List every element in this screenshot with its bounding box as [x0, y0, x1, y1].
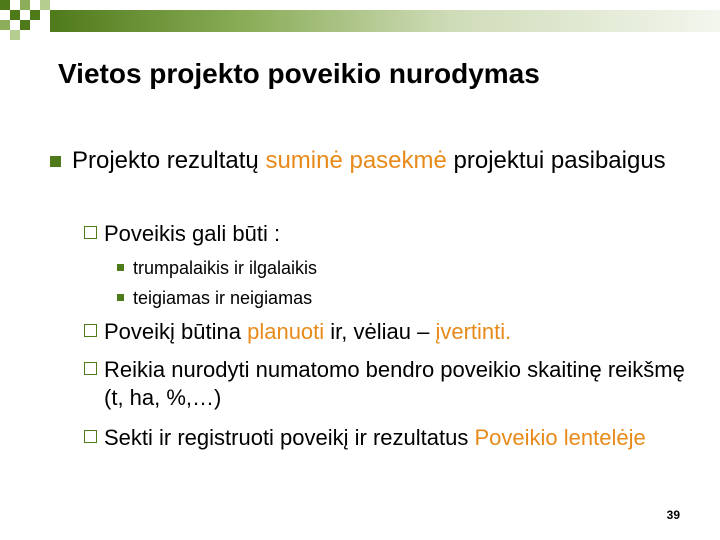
checkbox-bullet-icon	[84, 430, 97, 443]
bullet-text-post: projektui pasibaigus	[446, 147, 666, 174]
sub-item-text-highlight: planuoti	[247, 319, 325, 344]
bullet-text-highlight: suminė pasekmė	[265, 147, 447, 174]
slide-title: Vietos projekto poveikio nurodymas	[58, 58, 540, 89]
sub-item-text	[104, 424, 694, 452]
sub-item-text-highlight-2: įvertinti.	[435, 319, 512, 344]
page-number: 39	[666, 508, 680, 522]
square-bullet-icon	[50, 156, 61, 167]
checkbox-bullet-icon	[84, 324, 97, 337]
square-bullet-icon	[117, 264, 124, 271]
checkbox-bullet-icon	[84, 362, 97, 375]
sub-item-text: Poveikis gali būti :	[104, 221, 281, 246]
sub-item-text: Reikia nurodyti numatomo bendro poveikio skaitinę reikšmę (t, ha, %,…)	[104, 357, 685, 410]
sub-item-text-highlight: Poveikio lentelėje	[474, 425, 646, 450]
sub-item-text-pre: Sekti ir registruoti poveikį ir rezultatus	[104, 425, 475, 450]
sub-sub-item-text: teigiamas ir neigiamas	[133, 288, 313, 308]
bullet-text-pre: Projekto rezultatų	[72, 147, 266, 174]
header-gradient-bar	[50, 10, 720, 32]
square-bullet-icon	[117, 294, 124, 301]
sub-item-text-mid: ir, vėliau –	[324, 319, 436, 344]
sub-sub-item-text: trumpalaikis ir ilgalaikis	[133, 258, 318, 278]
checkbox-bullet-icon	[84, 226, 97, 239]
sub-item-text-pre: Poveikį būtina	[104, 319, 248, 344]
sub-item-text	[104, 318, 694, 346]
bullet-text	[72, 146, 712, 176]
